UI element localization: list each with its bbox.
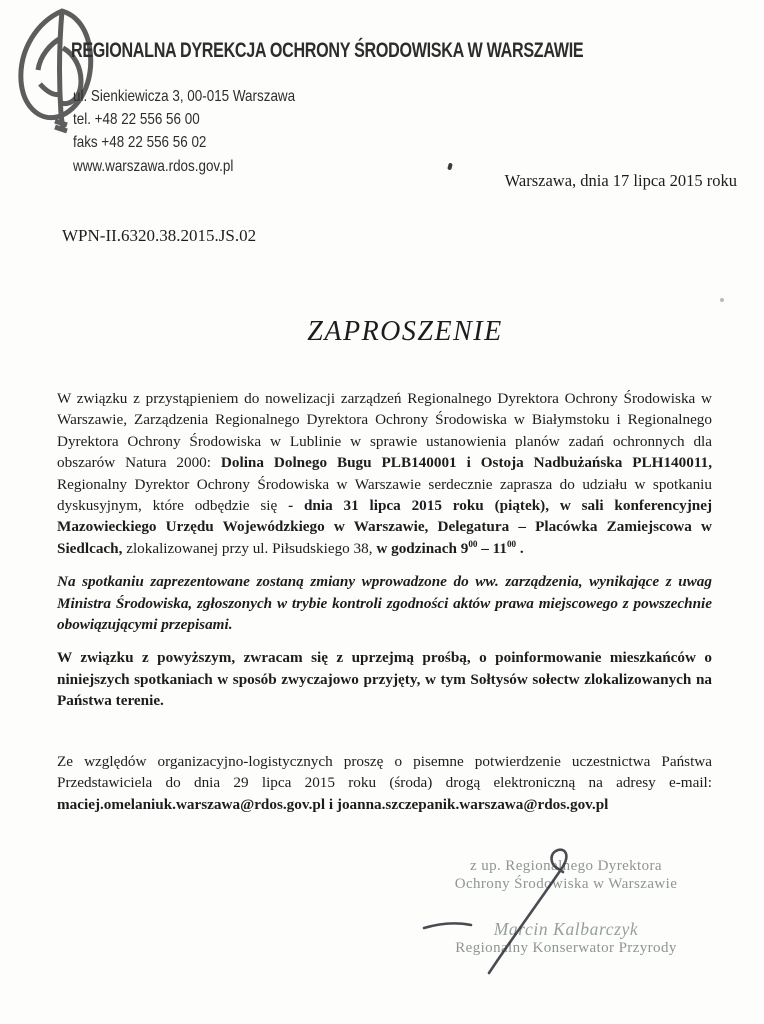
paragraph-confirmation [57,751,712,815]
address-website: www.warszawa.rdos.gov.pl [73,157,234,175]
date-line: Warszawa, dnia 17 lipca 2015 roku [504,171,737,190]
text-segment: Ze względów organizacyjno-logistycznych proszę o pisemne potwierdzenie uczestnictwa Państwa Przedstawiciela do dnia 29 lipca 2015 roku (środa) drogą elektroniczną na adresy e-mail: [57,752,712,792]
address-street: ul. Sienkiewicza 3, 00-015 Warszawa [73,88,296,105]
scan-speck [447,163,453,171]
text-segment: Dolina Dolnego Bugu PLB140001 i Ostoja Nadbużańska PLH140011, [220,454,712,472]
text-segment: maciej.omelaniuk.warszawa@rdos.gov.pl i joanna.szczepanik.warszawa@rdos.gov.pl [57,795,609,813]
signature-block [398,857,734,957]
paragraph-inform-request [57,647,712,711]
text-segment: Na spotkaniu zaprezentowane zostaną zmiany wprowadzone do ww. zarządzenia, wynikające z uwag Ministra Środowiska, zgłoszonych w trybie kontroli zgodności aktów prawa miejscowego z powszechnie obowiązującymi przepisami. [57,573,712,634]
paragraph-intro [57,388,712,559]
scan-speck [720,298,724,302]
text-segment: W związku z przystąpieniem do nowelizacji zarządzeń Regionalnego Dyrektora Ochrony Środowiska w Warszawie, Zarządzenia Regionalnego Dyrektora Ochrony Środowiska w Białymstoku i Regionalnego Dyrektora Ochrony Środowiska w Lublinie w sprawie ustanowienia planów zadań ochronnych dla obszarów Natura 2000: [57,390,712,472]
letter-body [57,388,712,827]
text-segment: – 11 [477,539,507,557]
authorization-line: z up. Regionalnego Dyrektora [470,858,662,874]
authorization-line: Ochrony Środowiska w Warszawie [454,876,678,892]
organization-name: REGIONALNA DYREKCJA OCHRONY ŚRODOWISKA W WARSZAWIE [71,38,584,62]
text-segment: W związku z powyższym, zwracam się z uprzejmą prośbą, o poinformowanie mieszkańców o niniejszych spotkaniach w sposób zwyczajowo przyjęty, w tym Sołtysów sołectw zlokalizowanych na Państwa terenie. [57,649,712,710]
text-segment: w godzinach 9 [376,539,469,557]
text-segment: Regionalny Dyrektor Ochrony Środowiska w Warszawie serdecznie zaprasza do udziału w spotkaniu dyskusyjnym, które odbędzie się [57,475,712,515]
text-segment: 00 [468,538,478,549]
reference-number: WPN-II.6320.38.2015.JS.02 [62,226,257,245]
address-fax: faks +48 22 556 56 02 [73,134,207,152]
signer-name: Marcin Kalbarczyk [493,919,639,939]
signer-title: Regionalny Konserwator Przyrody [455,940,677,956]
document-title: ZAPROSZENIE [307,316,503,347]
text-segment: zlokalizowanej przy ul. Piłsudskiego 38, [122,539,377,557]
text-segment: - dnia 31 lipca 2015 roku (piątek), w sali konferencyjnej Mazowieckiego Urzędu Wojewódzkiego w Warszawie, Delegatura – Placówka Zamiejscowa w Siedlcach, [57,497,713,557]
text-segment: 00 [506,538,517,549]
paragraph-changes-note [57,571,712,635]
address-phone: tel. +48 22 556 56 00 [73,111,200,129]
address-block [73,85,295,178]
text-segment: . [516,539,524,557]
